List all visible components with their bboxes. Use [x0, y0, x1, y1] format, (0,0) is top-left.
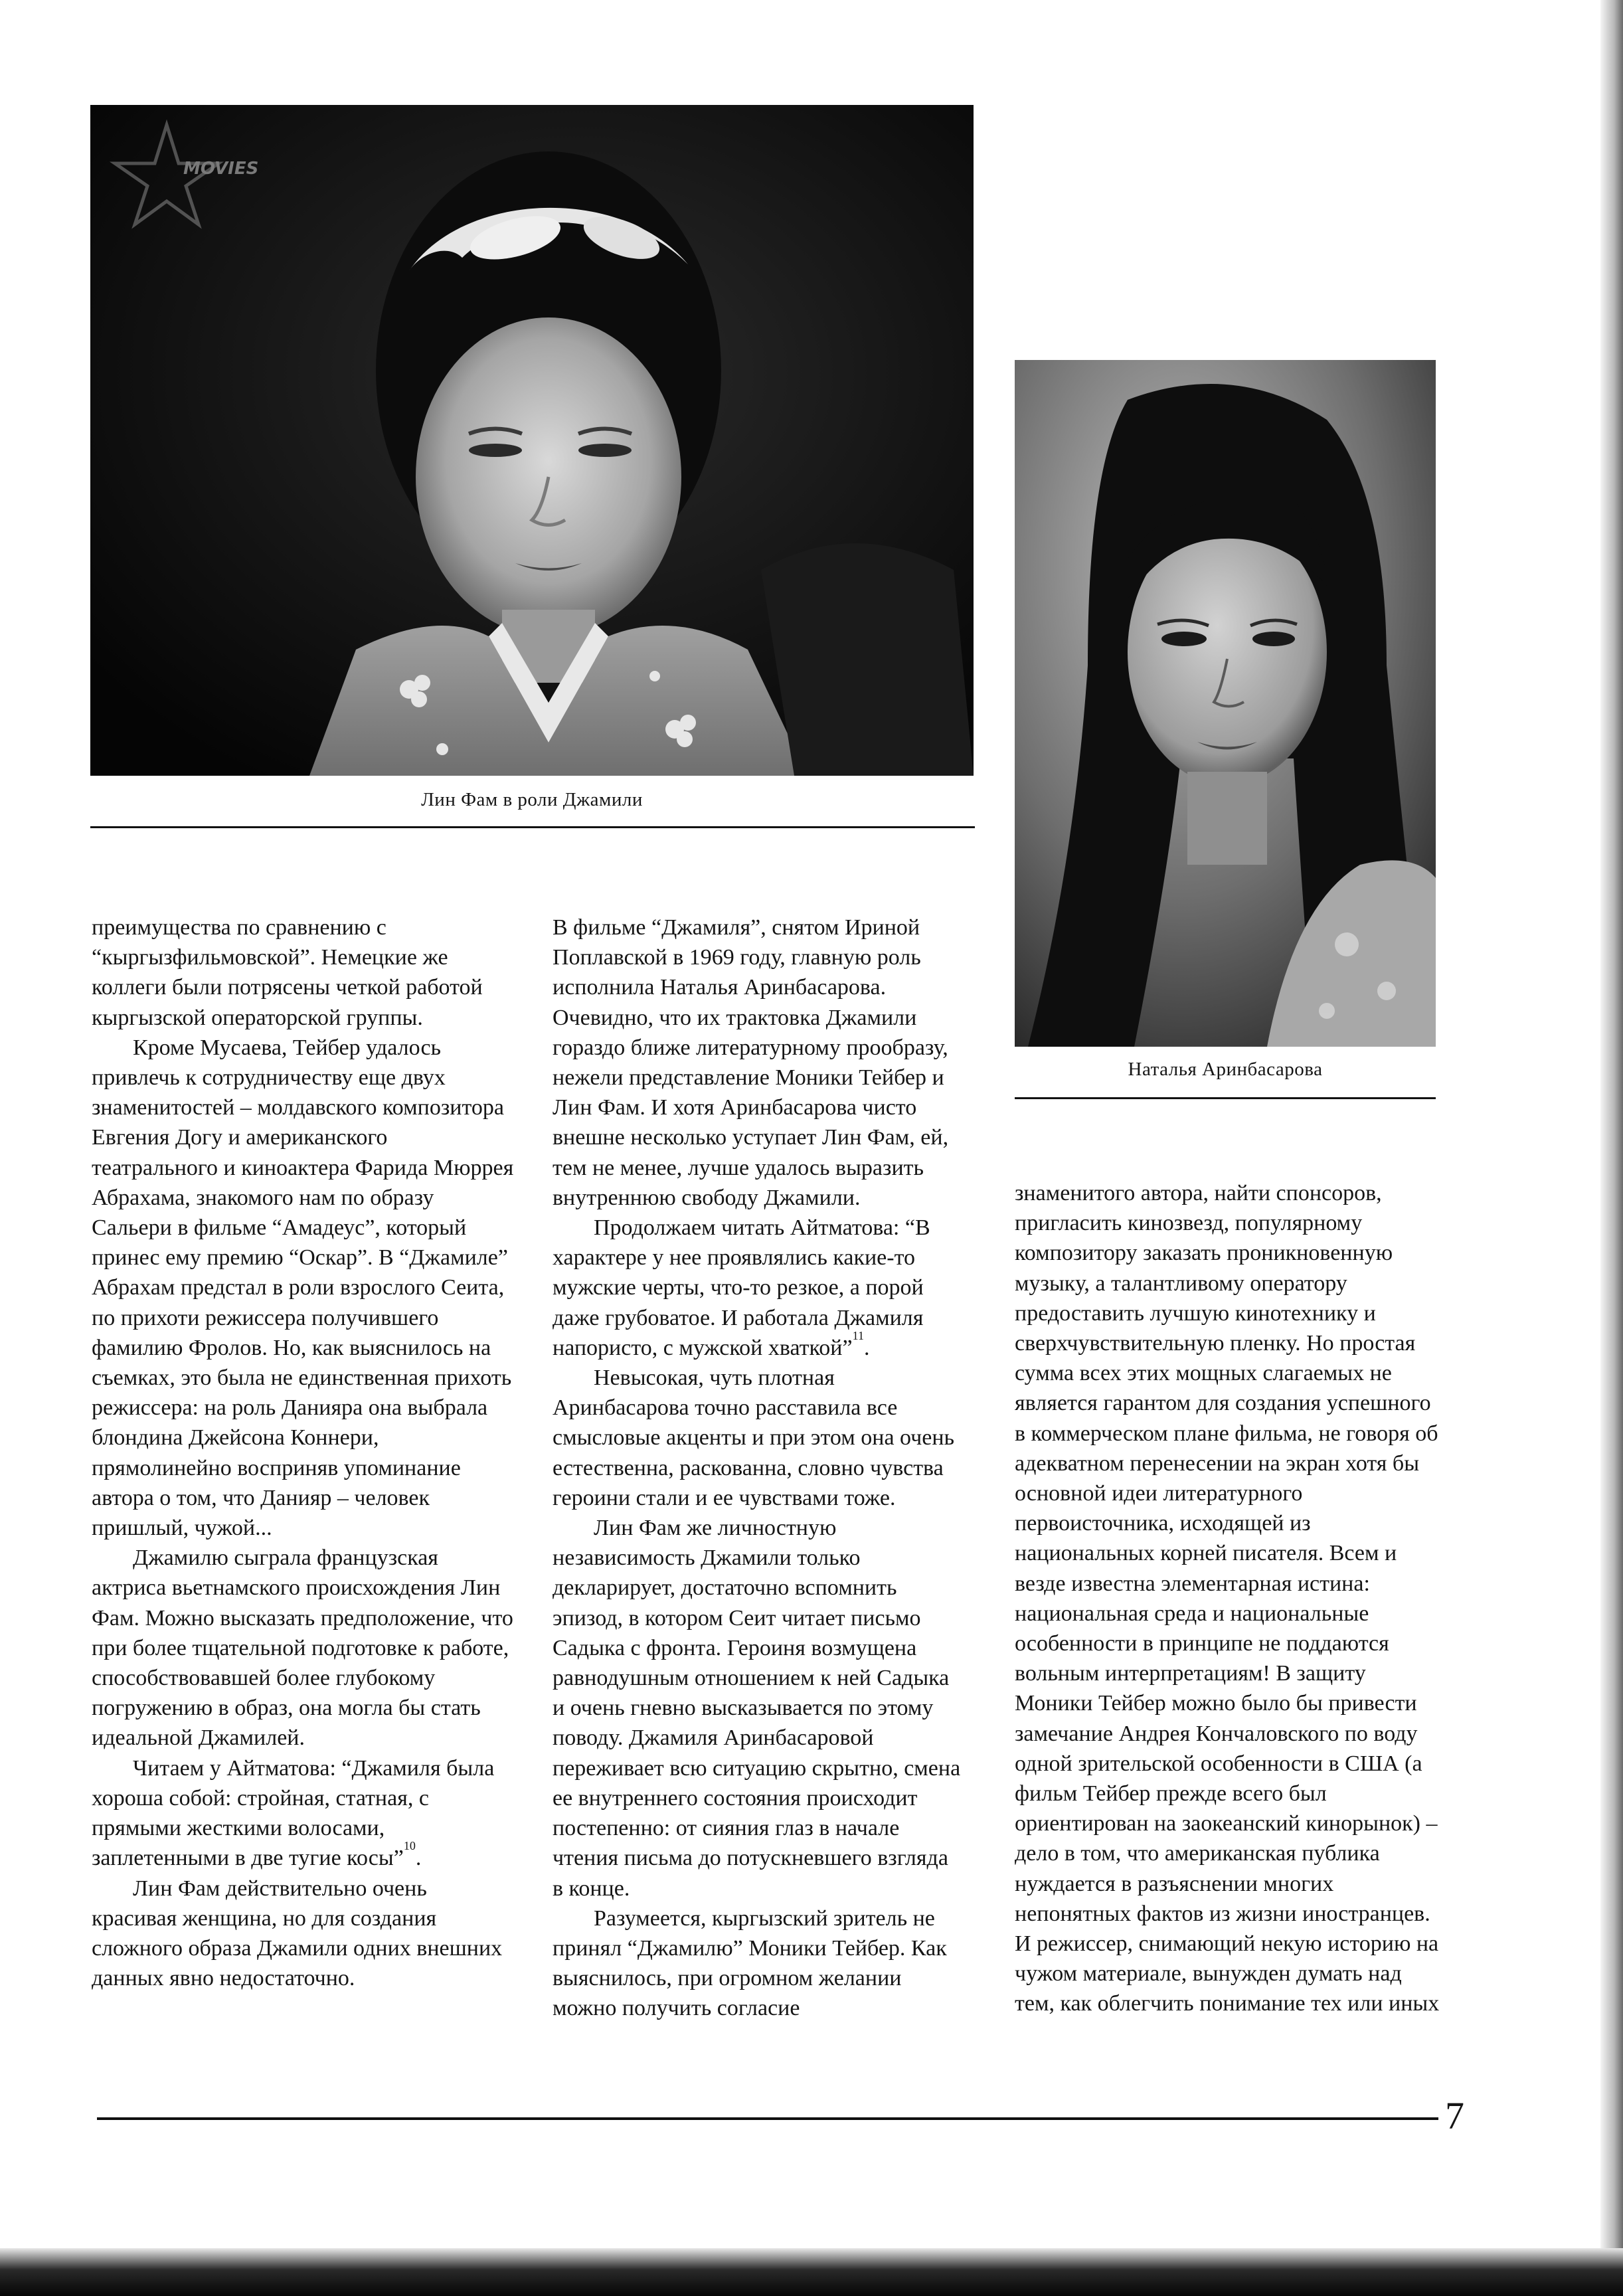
paragraph: Кроме Мусаева, Тейбер удалось привлечь к сотрудничеству еще двух знаменитостей – молдавского композитора Евгения Догу и американского театрального и киноактера Фарида Мюррея Абрахама, знакомого нам по образу Сальери в фильме “Амадеус”, который принес ему премию “Оскар”. В “Джамиле” Абрахам предстал в роли взрослого Сеита, по прихоти режиссера получившего фамилию Фролов. Но, как выяснилось на съемках, это была не единственная прихоть режиссера: на роль Данияра она выбрала блондина Джейсона Коннери, прямолинейно восприняв упоминание автора о том, что Данияр – человек пришлый, чужой...: [92, 1035, 514, 1541]
footer-rule: [97, 2117, 1438, 2120]
scan-edge-bottom: [0, 2248, 1623, 2296]
paragraph: Разумеется, кыргызский зритель не принял “Джамилю” Моники Тейбер. Как выяснилось, при огромном желании можно получить согласие: [553, 1905, 947, 2021]
paragraph-text: Продолжаем читать Айтматова: “В характере у нее проявлялись какие-то мужские черты, что-то резкое, а порой даже грубоватое. И работала Джамиля напористо, с мужской хваткой”: [553, 1215, 930, 1360]
text-column-3: [1015, 1178, 1440, 2019]
photo-caption-lin-pham: Лин Фам в роли Джамили: [421, 789, 643, 810]
portrait-lin-pham-image: [90, 105, 974, 776]
paragraph: Лин Фам действительно очень красивая женщина, но для создания сложного образа Джамили одних внешних данных явно недостаточно.: [92, 1876, 503, 1991]
paragraph-text: Читаем у Айтматова: “Джамиля была хороша собой: стройная, статная, с прямыми жесткими волосами, заплетенными в две тугие косы”: [92, 1755, 495, 1871]
paragraph: [553, 1213, 964, 1363]
paragraph: В фильме “Джамиля”, снятом Ириной Поплавской в 1969 году, главную роль исполнила Наталья Аринбасарова. Очевидно, что их трактовка Джамили гораздо ближе литературному прообразу, нежели представление Моники Тейбер и Лин Фам. И хотя Аринбасарова чисто внешне несколько уступает Лин Фам, ей, тем не менее, лучше удалось выразить внутреннюю свободу Джамили.: [553, 915, 949, 1210]
paragraph: преимущества по сравнению с “кыргызфильмовской”. Немецкие же коллеги были потрясены четкой работой кыргызской операторской группы.: [92, 915, 483, 1030]
portrait-arinbasarova-image: [1015, 360, 1436, 1047]
photo-natalya-arinbasarova: [1015, 360, 1436, 1047]
page-number: 7: [1445, 2094, 1464, 2137]
paragraph-text: .: [415, 1846, 422, 1871]
paragraph: Невысокая, чуть плотная Аринбасарова точно расставила все смысловые акценты и при этом она очень естественна, раскованна, словно чувства героини стали и ее чувствами тоже.: [553, 1366, 955, 1510]
paragraph: знаменитого автора, найти спонсоров, пригласить кинозвезд, популярному композитору заказать проникновенную музыку, а талантливому оператору предоставить лучшую кинотехнику и сверхчувствительную пленку. Но простая сумма всех этих мощных слагаемых не является гарантом для создания успешного в коммерческом плане фильма, не говоря об адекватном перенесении на экран хотя бы основной идеи литературного первоисточника, исходящей из национальных корней писателя. Всем и везде известна элементарная истина: национальная среда и национальные особенности в принципе не поддаются вольным интерпретациям! В защиту Моники Тейбер можно было бы привести замечание Андрея Кончаловского по воду одной зрительской особенности в США (а фильм Тейбер прежде всего был ориентирован на заокеанский кинорынок) – дело в том, что американская публика нуждается в разъяснении многих непонятных фактов из жизни иностранцев. И режиссер, снимающий некую историю на чужом материале, вынужден думать над тем, как облегчить понимание тех или иных: [1015, 1181, 1440, 2016]
text-column-2: [553, 913, 964, 2024]
caption-divider: [1015, 1097, 1436, 1099]
photo-caption-arinbasarova: Наталья Аринбасарова: [1128, 1059, 1323, 1080]
text-column-1: [92, 913, 517, 1993]
paragraph: [92, 1753, 517, 1874]
caption-divider: [90, 826, 975, 828]
watermark-text: MOVIES: [183, 159, 259, 179]
paragraph-text: .: [863, 1335, 870, 1360]
paragraph: Лин Фам же личностную независимость Джамили только декларирует, достаточно вспомнить эпизод, в котором Сеит читает письмо Садыка с фронта. Героиня возмущена равнодушным отношением к ней Садыка и очень гневно высказывается по этому поводу. Джамиля Аринбасаровой переживает всю ситуацию скрытно, смена ее внутреннего состояния происходит постепенно: от сияния глаз в начале чтения письма до потускневшего взгляда в конце.: [553, 1516, 961, 1901]
scan-edge-right: [1600, 0, 1623, 2296]
footnote-ref: 10: [403, 1839, 416, 1853]
footnote-ref: 11: [852, 1328, 864, 1342]
photo-lin-pham: [90, 105, 974, 776]
paragraph: Джамилю сыграла французская актриса вьетнамского происхождения Лин Фам. Можно высказать предположение, что при более тщательной подготовке к работе, способствовавшей более глубокому погружению в образ, она могла бы стать идеальной Джамилей.: [92, 1545, 513, 1751]
